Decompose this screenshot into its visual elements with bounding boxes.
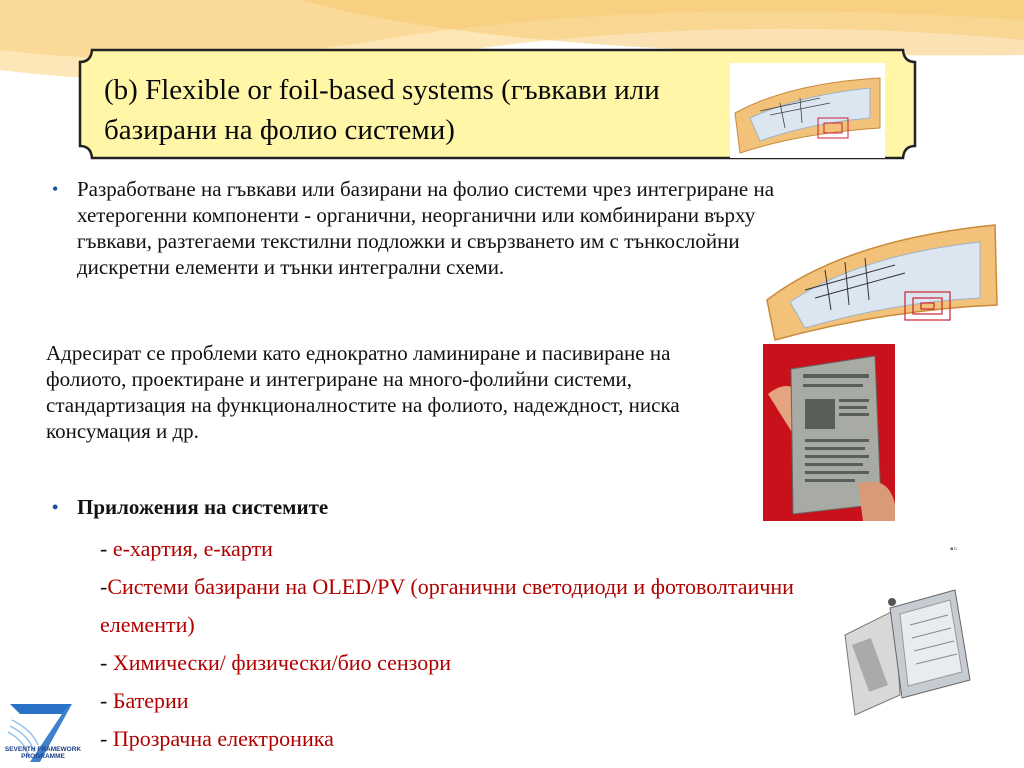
list-item: - Прозрачна електроника <box>100 726 334 751</box>
list-item: - Батерии <box>100 688 189 713</box>
flexible-circuit-image <box>765 210 1000 348</box>
bullet-text: Разработване на гъвкави или базирани на фолио системи чрез интегриране на хетерогенни компоненти - органични, неорганични или комбинирани върху гъвкави, разтегаеми текстилни подложки и свързването им с тънкослойни дискретни елементи и тънки интегрални схеми. <box>77 177 775 279</box>
bullet-icon: • <box>52 497 59 517</box>
list-item: -Системи базирани на OLED/PV (органични светодиоди и фотоволтаични елементи) <box>100 574 794 637</box>
e-paper-photo <box>763 344 895 521</box>
list-item: - Химически/ физически/био сензори <box>100 650 451 675</box>
flexible-circuit-image-small <box>730 63 885 158</box>
bullet-item-applications <box>46 494 328 520</box>
e-reader-device-image <box>840 580 978 720</box>
bullet-icon: • <box>52 179 59 199</box>
small-mark: ▪▫ <box>950 544 958 555</box>
paragraph-problems: Адресират се проблеми като еднократно ламиниране и пасивиране на фолиото, проектиране и интегриране на много-фолийни системи, стандартизация на функционалностите на фолиото, надеждност, ниска консумация и др. <box>46 341 680 443</box>
applications-list <box>100 530 820 758</box>
bullet-text: Приложения на системите <box>77 495 329 519</box>
slide-title: (b) Flexible or foil-based systems (гъвкави или базирани на фолио системи) <box>104 74 660 146</box>
list-item: - е-хартия, е-карти <box>100 536 273 561</box>
bullet-item-development <box>46 176 807 280</box>
fp7-logo-label: SEVENTH FRAMEWORK PROGRAMME <box>4 746 82 760</box>
